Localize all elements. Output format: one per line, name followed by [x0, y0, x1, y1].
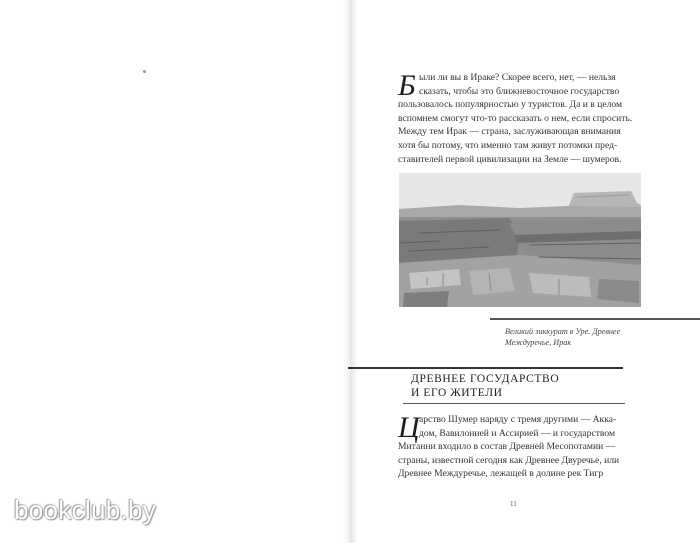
- site-watermark: bookclub.by: [14, 495, 157, 525]
- heading-line: ДРЕВНЕЕ ГОСУДАРСТВО: [411, 373, 560, 385]
- text-line: вспомнем смогут что-то рассказать о нем, если спросить.: [398, 112, 633, 124]
- caption-line: Великий зиккурат в Уре. Древнее: [505, 327, 621, 336]
- page-number: 11: [510, 500, 517, 508]
- ancient-ruins-photo: [399, 173, 641, 307]
- paper-speck: [143, 70, 146, 73]
- heading-rule-top: [348, 367, 623, 369]
- text-line: дом, Вавилонией и Ассирией — и государством: [419, 427, 616, 439]
- text-line: ставителей первой цивилизации на Земле — шумеров.: [398, 153, 622, 165]
- section-paragraph: [398, 413, 644, 481]
- drop-cap: Б: [398, 69, 416, 102]
- text-line: Митанни входило в состав Древней Месопотамии —: [398, 441, 616, 453]
- intro-paragraph: [398, 71, 644, 166]
- text-line: Древнее Междуречье, лежащей в долине рек Тигр: [398, 468, 604, 480]
- heading-line: И ЕГО ЖИТЕЛИ: [411, 387, 503, 399]
- drop-cap: Ц: [398, 411, 420, 444]
- text-line: страны, известной сегодня как Древнее Двуречье, или: [398, 454, 620, 466]
- photo-caption: [505, 326, 680, 348]
- text-line: сказать, чтобы это ближневосточное государство: [419, 85, 620, 97]
- text-line: арство Шумер наряду с тремя другими — Акка-: [419, 414, 617, 425]
- text-line: ыли ли вы в Ираке? Скорее всего, нет, — нельзя: [419, 72, 616, 83]
- text-line: Между тем Ирак — страна, заслуживающая внимания: [398, 126, 621, 138]
- text-line: хотя бы потому, что именно там живут потомки пред-: [398, 139, 618, 151]
- heading-rule-bottom: [403, 403, 625, 404]
- section-heading: [411, 372, 559, 400]
- caption-rule: [490, 318, 700, 320]
- text-line: пользовалось популярностью у туристов. Да и в целом: [398, 99, 623, 111]
- caption-line: Междуречье, Ирак: [505, 338, 572, 347]
- book-gutter: [342, 0, 358, 543]
